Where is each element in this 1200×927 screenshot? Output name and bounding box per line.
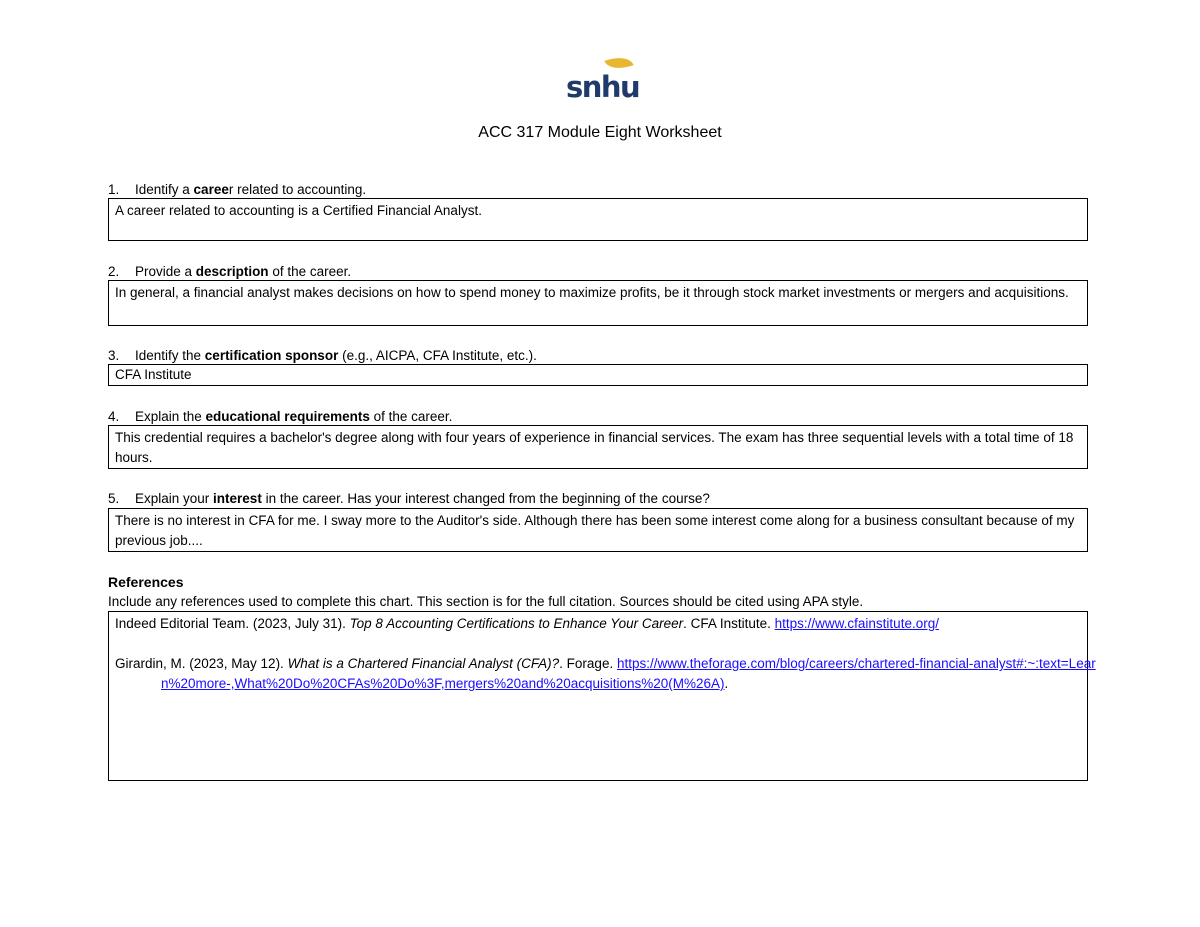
question-number: 2. (108, 264, 120, 279)
answer-box-3[interactable]: CFA Institute (108, 364, 1088, 386)
answer-box-1[interactable]: A career related to accounting is a Certified Financial Analyst. (108, 198, 1088, 241)
question-text: Identify the certification sponsor (e.g., AICPA, CFA Institute, etc.). (135, 348, 537, 363)
references-box[interactable] (108, 611, 1096, 781)
question-text: Identify a career related to accounting. (135, 182, 367, 197)
question-number: 5. (108, 491, 120, 506)
question-number: 3. (108, 348, 120, 363)
references-instructions: Include any references used to complete this chart. This section is for the full citation. Sources should be cited using APA style. (108, 594, 864, 609)
reference-link[interactable]: https://www.theforage.com/blog/careers/chartered-financial-analyst#:~:text=Learn%20more-,What%20Do%20CFAs%20Do%3F,mergers%20and%20acquisitions%20(M%26A) (161, 656, 1096, 691)
reference-link[interactable]: https://www.cfainstitute.org/ (774, 616, 939, 631)
question-text: Explain your interest in the career. Has your interest changed from the beginning of the course? (135, 491, 710, 506)
snhu-logo (566, 62, 640, 104)
page-title: ACC 317 Module Eight Worksheet (478, 124, 722, 141)
answer-box-5[interactable]: There is no interest in CFA for me. I sway more to the Auditor's side. Although there has been some interest come along for a business consultant because of my previous job.... (108, 508, 1088, 552)
logo-text: snhu (566, 70, 640, 104)
answer-box-4[interactable]: This credential requires a bachelor's degree along with four years of experience in financial services. The exam has three sequential levels with a total time of 18 hours. (108, 425, 1088, 469)
references-heading: References (108, 574, 184, 590)
answer-box-2[interactable]: In general, a financial analyst makes decisions on how to spend money to maximize profits, be it through stock market investments or mergers and acquisitions. (108, 280, 1088, 326)
question-number: 4. (108, 409, 120, 424)
reference-2: Girardin, M. (2023, May 12). What is a Chartered Financial Analyst (CFA)?. Forage. https://www.theforage.com/blog/careers/chartered-financial-analyst#:~:text=Learn%20more-,What%20Do%20CFAs%20Do%3F,mergers%20and%20acquisitions%20(M%26A). (115, 656, 1096, 691)
reference-1: Indeed Editorial Team. (2023, July 31). Top 8 Accounting Certifications to Enhance Your Career. CFA Institute. https://www.cfainstitute.org/ (115, 616, 939, 631)
question-number: 1. (108, 182, 120, 197)
question-text: Provide a description of the career. (135, 264, 352, 279)
question-text: Explain the educational requirements of the career. (135, 409, 453, 424)
